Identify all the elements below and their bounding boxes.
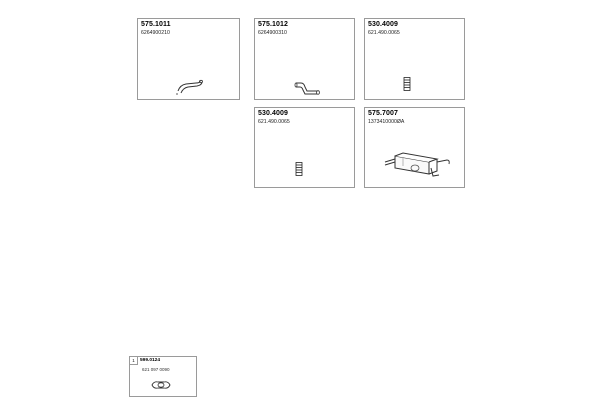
item-index: 1 xyxy=(130,357,138,365)
part-number: 530.4009 xyxy=(368,21,398,28)
part-number: 530.4009 xyxy=(258,110,288,117)
gasket-icon xyxy=(150,379,172,391)
part-number: 575.7007 xyxy=(368,110,398,117)
part-number: 575.1012 xyxy=(258,21,288,28)
oem-reference: 6264900210 xyxy=(141,30,170,36)
part-card[interactable] xyxy=(364,107,465,188)
rubber-hanger-icon xyxy=(295,162,303,176)
oem-reference: 621 097 0090 xyxy=(142,367,170,372)
oem-reference: 621.490.0065 xyxy=(368,30,400,36)
part-card-small[interactable] xyxy=(129,356,197,397)
part-card[interactable] xyxy=(254,107,355,188)
part-number: 599.0124 xyxy=(140,358,161,363)
oem-reference: 621.490.0065 xyxy=(258,119,290,125)
oem-reference: 6264900310 xyxy=(258,30,287,36)
part-card[interactable] xyxy=(364,18,465,100)
part-number: 575.1011 xyxy=(141,21,171,28)
muffler-icon xyxy=(383,148,453,182)
bent-pipe-icon xyxy=(174,77,204,97)
part-card[interactable] xyxy=(254,18,355,100)
rubber-hanger-icon xyxy=(403,77,411,91)
part-card[interactable] xyxy=(137,18,240,100)
oem-reference: 1373410000ØA xyxy=(368,119,405,125)
bent-pipe-icon xyxy=(293,79,323,97)
